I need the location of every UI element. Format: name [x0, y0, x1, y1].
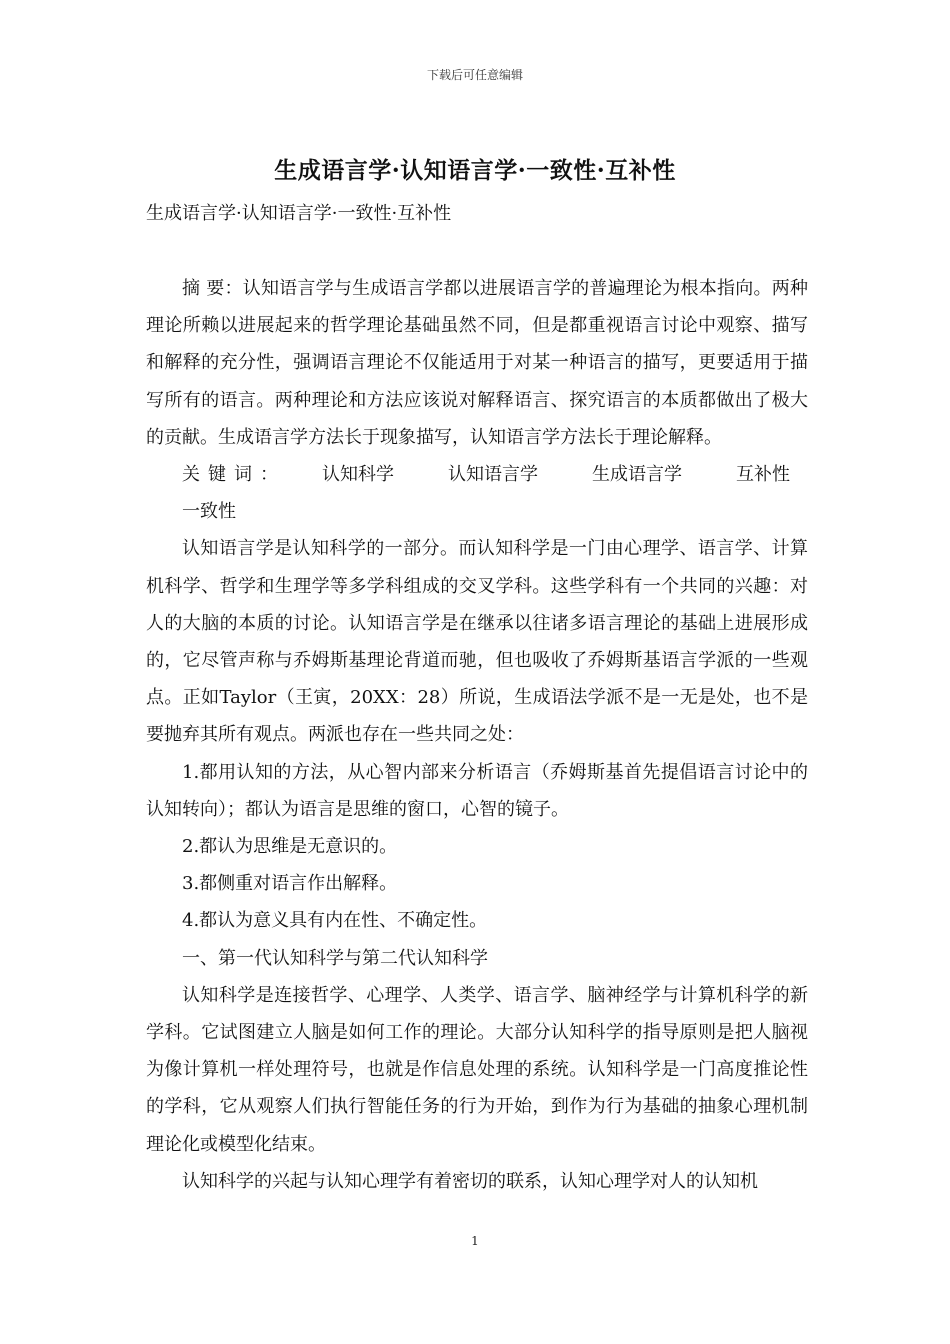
list-item: 1.都用认知的方法，从心智内部来分析语言（乔姆斯基首先提倡语言讨论中的认知转向）；都认为语言是思维的窗口，心智的镜子。: [146, 761, 808, 820]
document-title: 生成语言学·认知语言学·一致性·互补性: [274, 157, 676, 184]
keyword-item: 认知语言学: [448, 464, 538, 486]
keyword-item: 认知科学: [322, 464, 394, 486]
body-paragraph: 认知科学是连接哲学、心理学、人类学、语言学、脑神经学与计算机科学的新学科。它试图建立人脑是如何工作的理论。大部分认知科学的指导原则是把人脑视为像计算机一样处理符号，也就是作信息处理的系统。认知科学是一门高度推论性的学科，它从观察人们执行智能任务的行为开始，到作为行为基础的抽象心理机制理论化或模型化结束。: [146, 984, 808, 1155]
section-heading: 一、第一代认知科学与第二代认知科学: [182, 947, 488, 969]
keyword-item: 生成语言学: [592, 464, 682, 486]
list-item: 2.都认为思维是无意识的。: [182, 836, 398, 858]
keyword-item: 互补性: [736, 464, 790, 486]
keywords-line: [146, 456, 808, 530]
keywords-label: 关键词：: [182, 464, 286, 486]
page-number: 1: [471, 1234, 479, 1248]
body-paragraph: 认知科学的兴起与认知心理学有着密切的联系，认知心理学对人的认知机: [182, 1170, 758, 1192]
header-note: 下载后可任意编辑: [426, 68, 523, 82]
document-body: [146, 270, 808, 1200]
body-paragraph: 认知语言学是认知科学的一部分。而认知科学是一门由心理学、语言学、计算机科学、哲学和生理学等多学科组成的交叉学科。这些学科有一个共同的兴趣：对人的大脑的本质的讨论。认知语言学是在继承以往诸多语言理论的基础上进展形成的，它尽管声称与乔姆斯基理论背道而驰，但也吸收了乔姆斯基语言学派的一些观点。正如Taylor（王寅，20XX：28）所说，生成语法学派不是一无是处，也不是要抛弃其所有观点。两派也存在一些共同之处：: [146, 538, 808, 746]
list-item: 3.都侧重对语言作出解释。: [182, 873, 398, 895]
list-item: 4.都认为意义具有内在性、不确定性。: [182, 910, 488, 932]
document-subtitle: 生成语言学·认知语言学·一致性·互补性: [146, 203, 452, 224]
abstract-paragraph: 摘 要：认知语言学与生成语言学都以进展语言学的普遍理论为根本指向。两种理论所赖以进展起来的哲学理论基础虽然不同，但是都重视语言讨论中观察、描写和解释的充分性，强调语言理论不仅能适用于对某一种语言的描写，更要适用于描写所有的语言。两种理论和方法应该说对解释语言、探究语言的本质都做出了极大的贡献。生成语言学方法长于现象描写，认知语言学方法长于理论解释。: [146, 278, 808, 448]
keyword-item: 一致性: [182, 501, 236, 523]
